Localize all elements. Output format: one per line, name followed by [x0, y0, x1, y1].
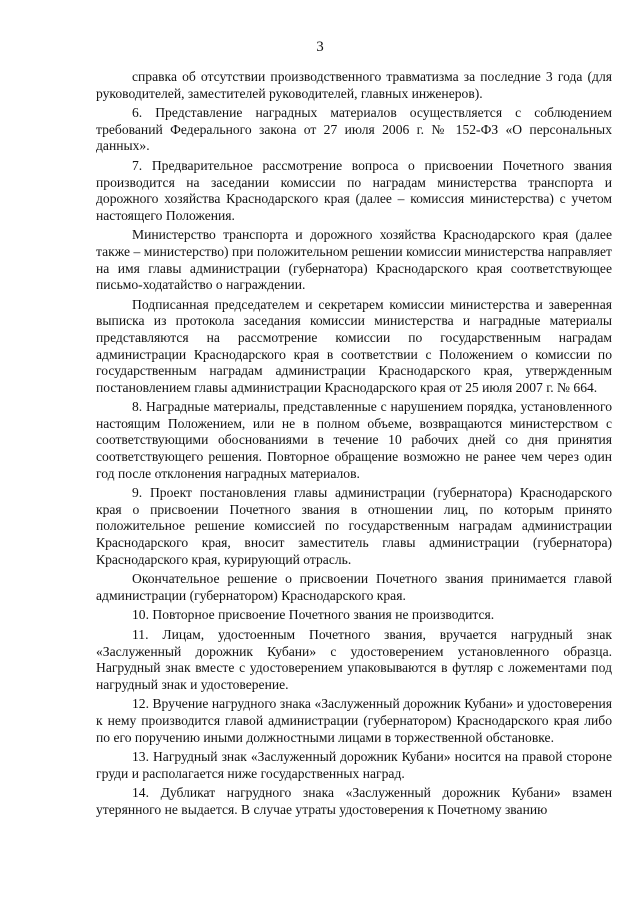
paragraph-final-decision: Окончательное решение о присвоении Почетного звания принимается главой администрации (губернатором) Краснодарского края. — [96, 571, 612, 603]
paragraph-item-14: 14. Дубликат нагрудного знака «Заслуженный дорожник Кубани» взамен утерянного не выдается. В случае утраты удостоверения к Почетному званию — [96, 785, 612, 817]
paragraph-item-9: 9. Проект постановления главы администрации (губернатора) Краснодарского края о присвоении Почетного звания в отношении лиц, по которым принято положительное решение комиссией по государственным наградам администрации Краснодарского края, вносит заместитель главы администрации (губернатора) Краснодарского края, курирующий отрасль. — [96, 485, 612, 567]
paragraph-item-8: 8. Наградные материалы, представленные с нарушением порядка, установленного настоящим Положением, или не в полном объеме, возвращаются министерством с соответствующими обоснованиями в течение 10 рабочих дней со дня принятия соответствующего решения. Повторное обращение возможно не ранее чем через один год после отклонения наградных материалов. — [96, 399, 612, 481]
paragraph-item-10: 10. Повторное присвоение Почетного звания не производится. — [132, 607, 495, 623]
paragraph-ministry-petition: Министерство транспорта и дорожного хозяйства Краснодарского края (далее также – министерство) при положительном решении комиссии министерства направляет на имя главы администрации (губернатора) Краснодарского края соответствующее письмо-ходатайство о награждении. — [96, 227, 612, 293]
paragraph-certificate-note: справка об отсутствии производственного травматизма за последние 3 года (для руководителей, заместителей руководителей, главных инженеров). — [96, 69, 612, 101]
paragraph-item-11: 11. Лицам, удостоенным Почетного звания, вручается нагрудный знак «Заслуженный дорожник Кубани» с удостоверением установленного образца. Нагрудный знак вместе с удостоверением упаковываются в футляр с ложементами под нагрудный знак и удостоверение. — [96, 627, 612, 692]
page-number: 3 — [316, 39, 324, 55]
paragraph-protocol-extract: Подписанная председателем и секретарем комиссии министерства и заверенная выписка из протокола заседания комиссии министерства и наградные материалы представляются на рассмотрение комиссии по государственным наградам администрации Краснодарского края в соответствии с Положением о комиссии по государственным наградам администрации Краснодарского края, утвержденным постановлением главы администрации Краснодарского края от 25 июля 2007 г. № 664. — [96, 296, 612, 395]
paragraph-item-12: 12. Вручение нагрудного знака «Заслуженный дорожник Кубани» и удостоверения к нему производится главой администрации (губернатором) Краснодарского края либо по его поручению иными должностными лицами в торжественной обстановке. — [96, 696, 612, 745]
paragraph-item-13: 13. Нагрудный знак «Заслуженный дорожник Кубани» носится на правой стороне груди и располагается ниже государственных наград. — [96, 749, 612, 781]
document-body — [96, 69, 612, 822]
paragraph-item-7: 7. Предварительное рассмотрение вопроса о присвоении Почетного звания производится на заседании комиссии по наградам министерства транспорта и дорожного хозяйства Краснодарского края (далее – комиссия министерства) с учетом настоящего Положения. — [96, 157, 612, 223]
paragraph-item-6: 6. Представление наградных материалов осуществляется с соблюдением требований Федерального закона от 27 июля 2006 г. № 152-ФЗ «О персональных данных». — [96, 105, 612, 154]
